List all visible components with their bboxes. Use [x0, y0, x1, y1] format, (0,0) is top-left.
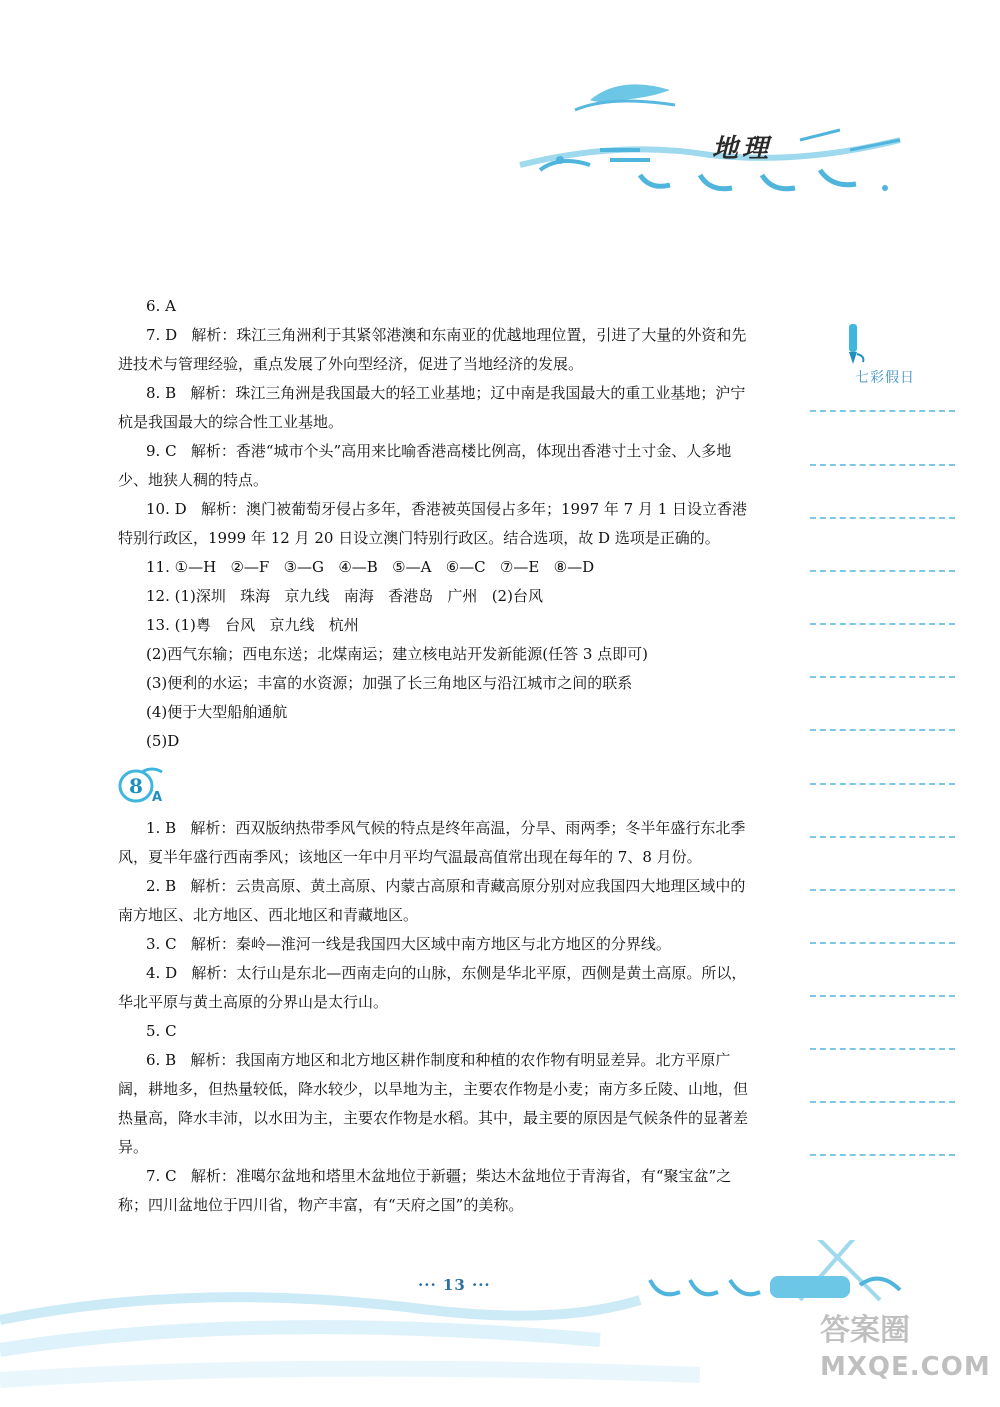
page-number: ··· 13 ··· — [418, 1276, 491, 1294]
watermark-text: 答案圈 — [820, 1313, 910, 1348]
answer-item: (3)便利的水运；丰富的水资源；加强了长三角地区与沿江城市之间的联系 — [146, 674, 633, 692]
pen-icon — [843, 322, 867, 366]
section-heading — [118, 760, 758, 808]
answer-item: (5)D — [146, 732, 180, 750]
header-decoration — [500, 70, 920, 220]
note-line — [810, 410, 955, 412]
section-letter: A — [152, 790, 163, 804]
answer-item: 13. (1)粤 台风 京九线 杭州 — [146, 616, 359, 634]
answer-item: 4. D 解析：太行山是东北—西南走向的山脉，东侧是华北平原，西侧是黄土高原。所以，华北平原与黄土高原的分界山是太行山。 — [118, 964, 747, 1011]
answer-item: 10. D 解析：澳门被葡萄牙侵占多年，香港被英国侵占多年；1997 年 7 月 1 日设立香港特别行政区，1999 年 12 月 20 日设立澳门特别行政区。结合选项，故 D 选项是正确的。 — [118, 500, 748, 547]
answer-item: 6. B 解析：我国南方地区和北方地区耕作制度和种植的农作物有明显差异。北方平原广阔，耕地多，但热量较低，降水较少，以旱地为主，主要农作物是小麦；南方多丘陵、山地，但热量高，降水丰沛，以水田为主，主要农作物是水稻。其中，最主要的原因是气候条件的显著差异。 — [118, 1051, 749, 1156]
section-badge — [118, 766, 164, 804]
note-line — [810, 623, 955, 625]
note-line — [810, 942, 955, 944]
note-line — [810, 889, 955, 891]
answer-item: 2. B 解析：云贵高原、黄土高原、内蒙古高原和青藏高原分别对应我国四大地理区域中的南方地区、北方地区、西北地区和青藏地区。 — [118, 877, 746, 924]
answer-item: 7. C 解析：准噶尔盆地和塔里木盆地位于新疆；柴达木盆地位于青海省，有“聚宝盆”之称；四川盆地位于四川省，物产丰富，有“天府之国”的美称。 — [118, 1167, 732, 1214]
answer-item: 6. A — [146, 297, 176, 315]
answer-item: (2)西气东输；西电东送；北煤南运；建立核电站开发新能源(任答 3 点即可) — [146, 645, 649, 663]
watermark-url: MXQE.COM — [820, 1352, 991, 1382]
note-line — [810, 729, 955, 731]
answer-item: 8. B 解析：珠江三角洲是我国最大的轻工业基地；辽中南是我国最大的重工业基地；沪宁杭是我国最大的综合性工业基地。 — [118, 384, 746, 431]
sidebar-label: 七彩假日 — [855, 370, 915, 386]
note-line — [810, 1048, 955, 1050]
note-line — [810, 464, 955, 466]
answer-content — [118, 292, 758, 1220]
answer-item: (4)便于大型船舶通航 — [146, 703, 288, 721]
note-line — [810, 783, 955, 785]
answer-item: 12. (1)深圳 珠海 京九线 南海 香港岛 广州 (2)台风 — [146, 587, 543, 605]
note-line — [810, 1154, 955, 1156]
note-line — [810, 570, 955, 572]
answer-item: 1. B 解析：西双版纳热带季风气候的特点是终年高温，分旱、雨两季；冬半年盛行东北季风，夏半年盛行西南季风；该地区一年中月平均气温最高值常出现在每年的 7、8 月份。 — [118, 819, 746, 866]
section-number: 8 — [129, 774, 143, 798]
answer-item: 3. C 解析：秦岭—淮河一线是我国四大区域中南方地区与北方地区的分界线。 — [146, 935, 671, 953]
note-line — [810, 1101, 955, 1103]
answer-item: 9. C 解析：香港“城市个头”高用来比喻香港高楼比例高，体现出香港寸土寸金、人多地少、地狭人稠的特点。 — [118, 442, 732, 489]
subject-title: 地理 — [712, 134, 773, 164]
answer-item: 7. D 解析：珠江三角洲利于其紧邻港澳和东南亚的优越地理位置，引进了大量的外资和先进技术与管理经验，重点发展了外向型经济，促进了当地经济的发展。 — [118, 326, 747, 373]
note-line — [810, 995, 955, 997]
note-line — [810, 676, 955, 678]
note-line — [810, 517, 955, 519]
answer-item: 5. C — [146, 1022, 177, 1040]
answer-item: 11. ①—H ②—F ③—G ④—B ⑤—A ⑥—C ⑦—E ⑧—D — [146, 558, 595, 576]
note-line — [810, 836, 955, 838]
